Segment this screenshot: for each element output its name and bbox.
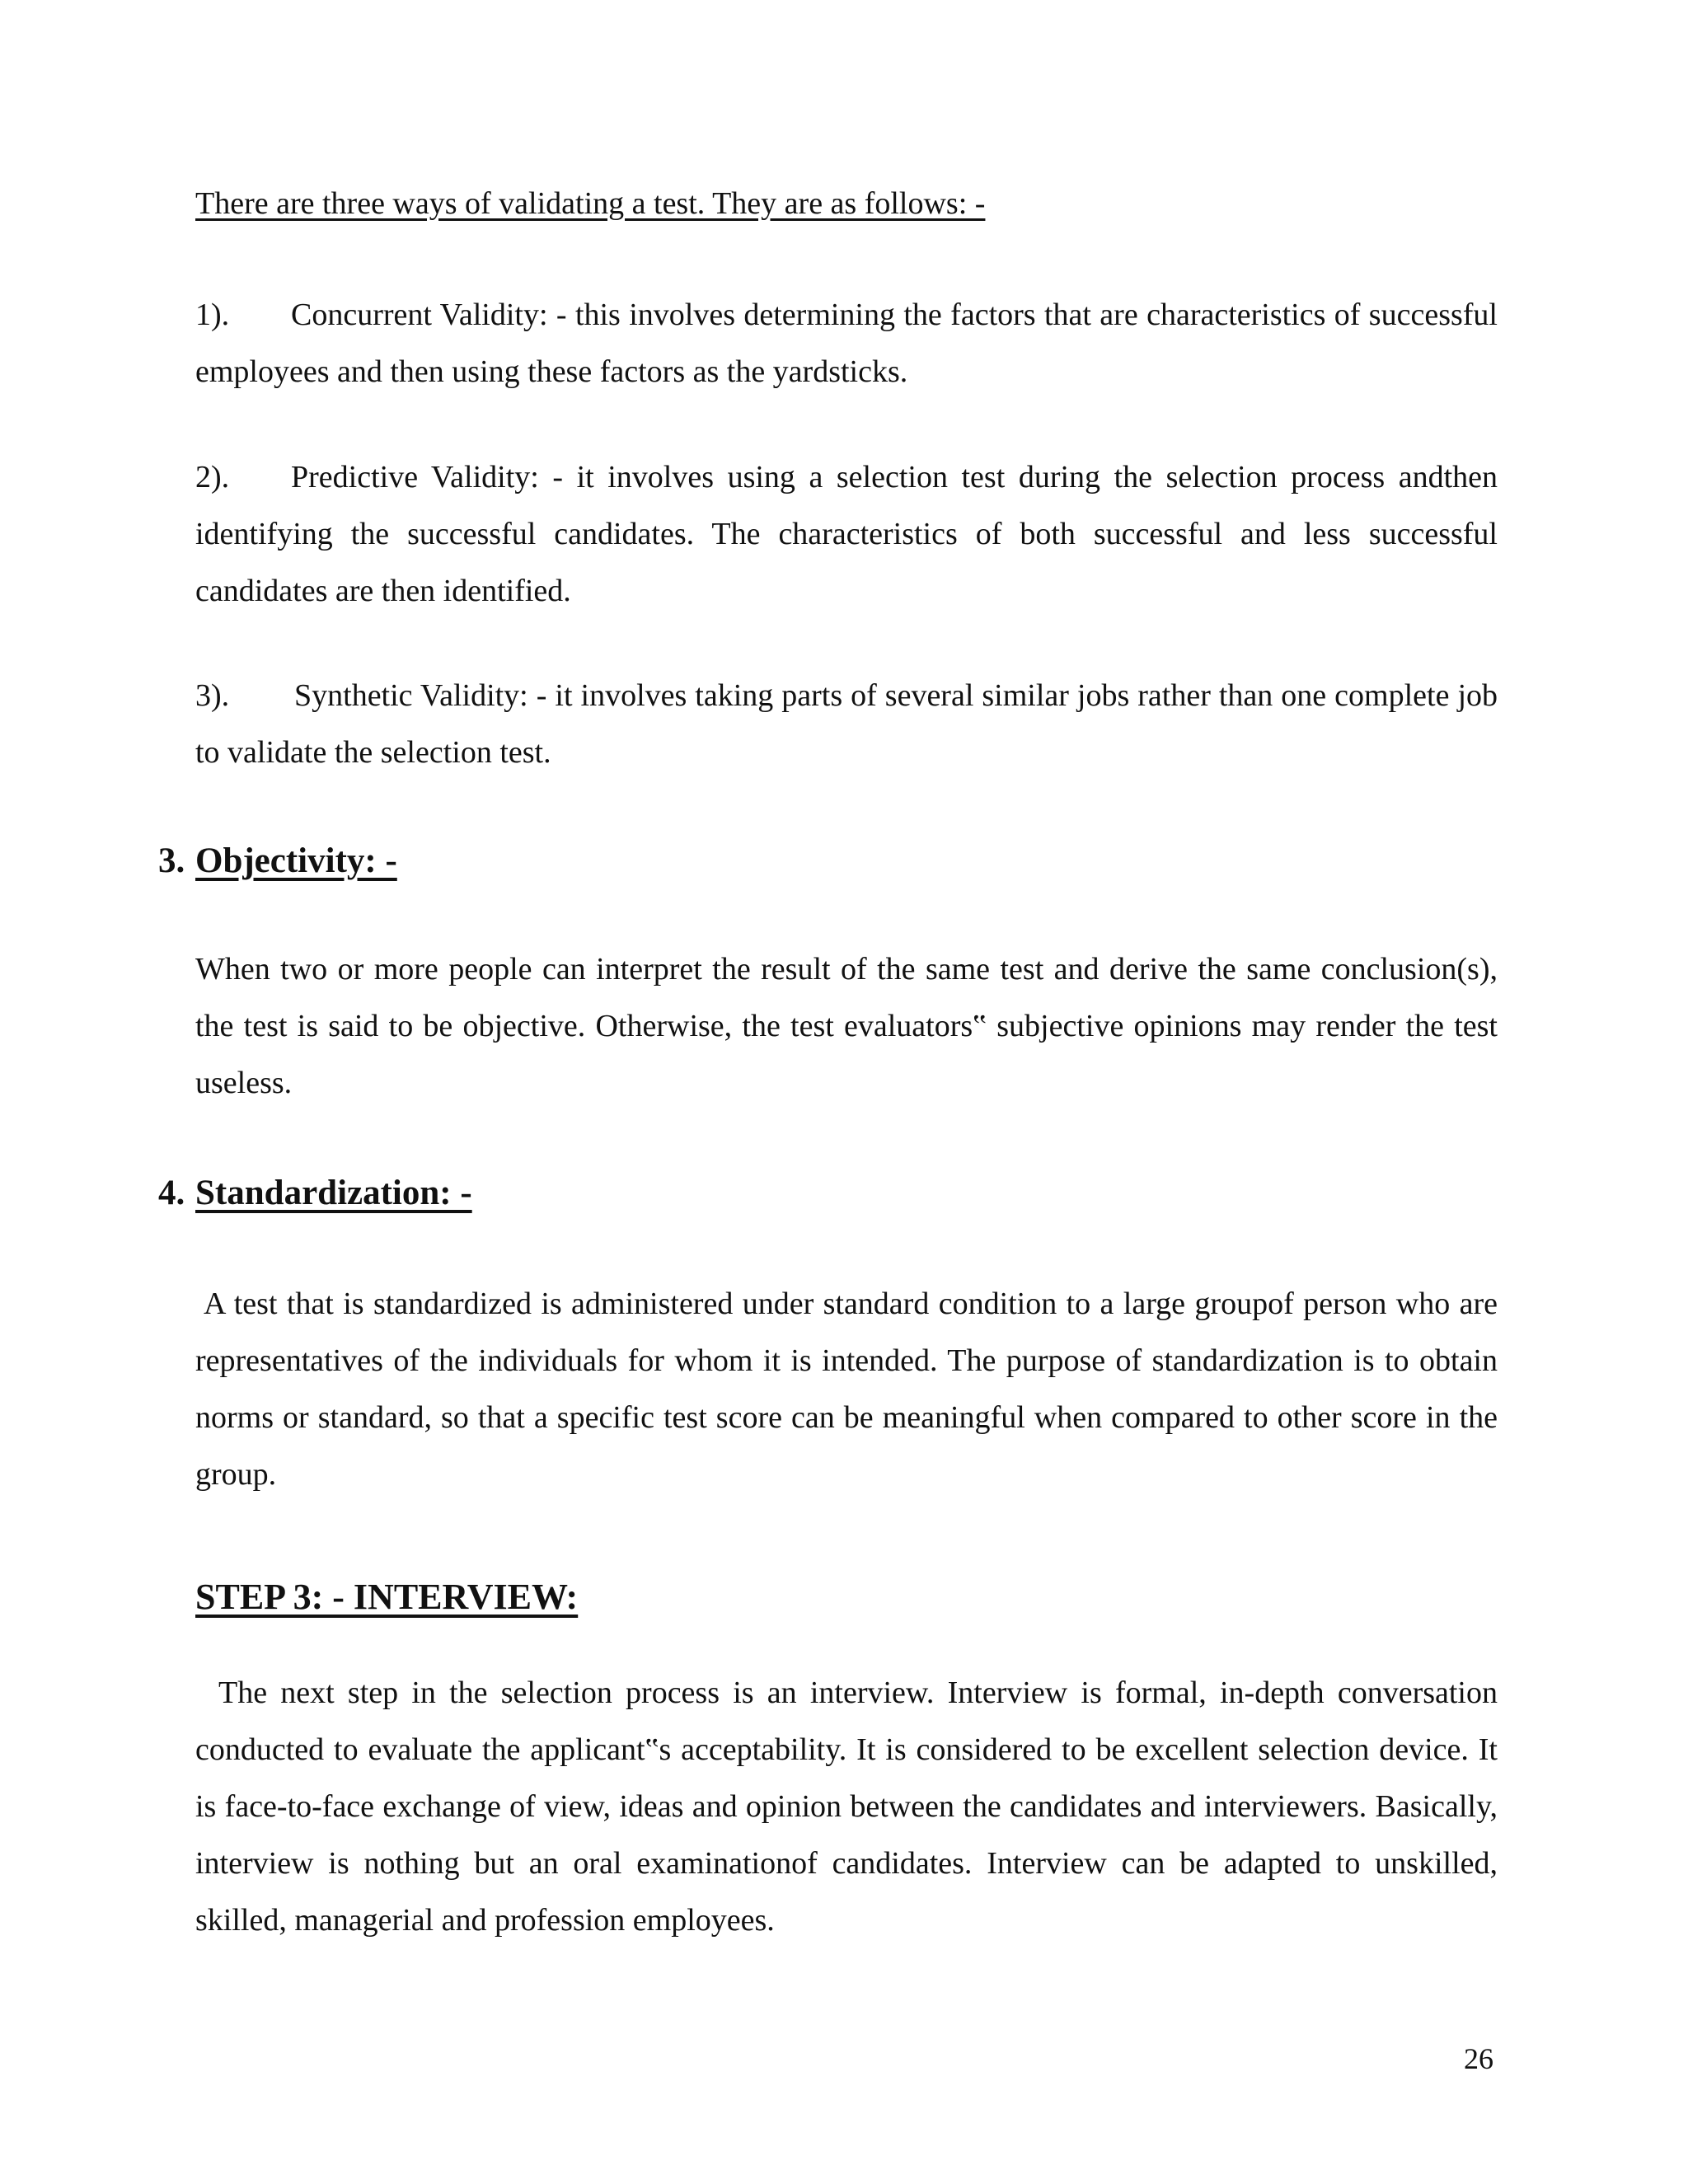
- heading-title: Objectivity: -: [195, 841, 397, 880]
- heading-title: Standardization: -: [195, 1174, 472, 1212]
- objectivity-paragraph: When two or more people can interpret the result of the same test and derive the same conclusion(s), the test is said to be objective. Otherwise, the test evaluators‟ subjective opinions may render the test useless.: [195, 952, 1498, 1100]
- objectivity-heading: [158, 838, 397, 884]
- item-text: Synthetic Validity: - it involves taking parts of several similar jobs rather than one complete job to validate the selection test.: [195, 678, 1498, 770]
- paragraph-text: The next step in the selection process is an interview. Interview is formal, in-depth conversation conducted to evaluate the applicant‟s acceptability. It is considered to be excellent selection device. It is face-to-face exchange of view, ideas and opinion between the candidates and interviewers. Basically, interview is nothing but an oral examinationof candidates. Interview can be adapted to unskilled, skilled, managerial and profession employees.: [195, 1675, 1498, 1938]
- heading-number: 4.: [158, 1174, 185, 1212]
- heading-number: 3.: [158, 841, 185, 880]
- item-number: 3).: [195, 678, 230, 713]
- standardization-paragraph: [195, 1276, 1498, 1503]
- interview-paragraph: [195, 1665, 1498, 1949]
- validity-item-synthetic: [195, 668, 1498, 781]
- page-number: 26: [1464, 2042, 1493, 2075]
- paragraph-text: A test that is standardized is administered under standard condition to a large groupof person who are representatives of the individuals for whom it is intended. The purpose of standardization is to obtain norms or standard, so that a specific test score can be meaningful when compared to other score in the group.: [195, 1286, 1498, 1492]
- item-text: Concurrent Validity: - this involves determining the factors that are characteristics of successful employees and then using these factors as the yardsticks.: [195, 298, 1498, 389]
- validation-intro: There are three ways of validating a test. They are as follows: -: [195, 186, 986, 221]
- standardization-heading: [158, 1170, 472, 1216]
- item-text: Predictive Validity: - it involves using a selection test during the selection process andthen identifying the successful candidates. The characteristics of both successful and less successful candidates are then identified.: [195, 460, 1498, 608]
- item-number: 2).: [195, 460, 230, 494]
- item-number: 1).: [195, 298, 230, 332]
- validity-item-predictive: [195, 449, 1498, 620]
- interview-heading: STEP 3: - INTERVIEW:: [195, 1577, 579, 1617]
- validity-item-concurrent: [195, 287, 1498, 401]
